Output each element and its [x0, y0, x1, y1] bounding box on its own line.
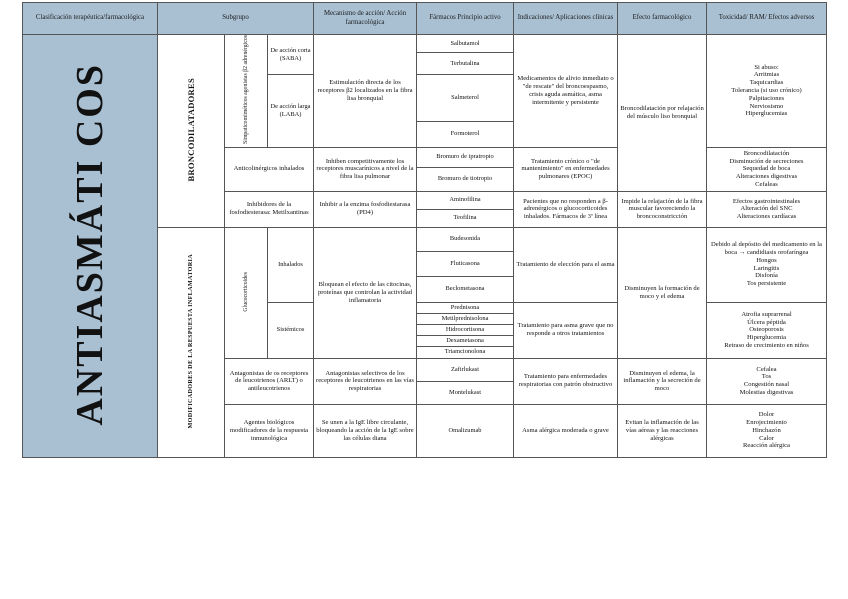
drug-budesonida: Budesonida: [417, 227, 514, 251]
header-row: [23, 3, 827, 35]
drug-teofilina: Teofilina: [417, 209, 514, 227]
classification-cell: [23, 35, 158, 458]
tox-line: Alteración del SNC: [740, 205, 793, 213]
agonists-indications: Medicamentos de alivio inmediato o "de rescate" del broncoespasmo, crisis aguda asmática, asma intermitente y persistente: [514, 35, 618, 148]
tox-line: Hiperglucemia: [746, 334, 787, 342]
tox-line: Atrofia suprarrenal: [741, 310, 792, 318]
bronco-effect: Broncodilatación por relajación del músculo liso bronquial: [618, 35, 707, 192]
saba-cell: De acción corta (SABA): [268, 35, 314, 75]
tox-line: Enrojecimiento: [746, 419, 787, 427]
arlt-mechanism: Antagonistas selectivos de los receptores de leucotrienos en las vías respiratorias: [314, 358, 417, 404]
antiasthmatics-table: [22, 2, 827, 458]
tox-line: Broncodilatación: [743, 149, 790, 157]
pde-mechanism: Inhibir a la enzima fosfodiestarasa (PD4): [314, 191, 417, 227]
tox-line: Cefalea: [756, 365, 777, 373]
drug-fluticasona: Fluticasona: [417, 251, 514, 276]
tox-line: Tolerancia (si uso crónico): [731, 86, 802, 94]
pde-effect: Impide la relajación de la fibra muscular favoreciendo la broncoconstricción: [618, 191, 707, 227]
tox-line: Si abuso:: [754, 63, 779, 71]
arlt-effect: Disminuyen el edema, la inflamación y la secreción de moco: [618, 358, 707, 404]
drug-salbutamol: Salbutamol: [417, 35, 514, 53]
tox-line: Alteraciones cardíacas: [736, 213, 797, 221]
table-row: [23, 35, 827, 53]
tox-line: Molestias digestivas: [739, 388, 794, 396]
tox-line: Cefaleas: [755, 180, 778, 188]
pde-subgroup: Inhibidores de la fosfodiesterasa: Metilxantinas: [225, 191, 314, 227]
classification-title: ANTIASMÁTI COS: [68, 63, 111, 426]
drug-dexametasona: Dexametasona: [417, 335, 514, 346]
bio-subgroup: Agentes biológicos modificadores de la respuesta inmunológica: [225, 404, 314, 457]
bio-effect: Evitan la inflamación de las vías aéreas y las reacciones alérgicas: [618, 404, 707, 457]
tox-line: Palpitaciones: [748, 94, 785, 102]
tox-line: Alteraciones digestivas: [735, 173, 798, 181]
systemic-cell: Sistémicos: [268, 302, 314, 358]
tox-line: Retraso de crecimiento en niños: [724, 341, 809, 349]
drug-aminofilina: Aminofilina: [417, 191, 514, 209]
drug-beclometasona: Beclometasona: [417, 276, 514, 302]
tox-line: Osteoporosis: [749, 326, 784, 334]
group-bronco-cell: [158, 35, 225, 228]
agonists-label: Simpaticomiméticos agonistas β2 adrenérgicos: [242, 35, 249, 144]
drug-montelukast: Montelukast: [417, 381, 514, 404]
agonists-toxicity: [707, 35, 827, 148]
tox-line: Sequedad de boca: [742, 165, 791, 173]
drug-zafirlukast: Zafirlukast: [417, 358, 514, 381]
arlt-toxicity: [707, 358, 827, 404]
tox-line: Calor: [759, 434, 774, 442]
antichol-indications: Tratamiento crónico o "de mantenimiento" en enfermedades pulmonares (EPOC): [514, 147, 618, 191]
antichol-subgroup: Anticolinérgicos inhalados: [225, 147, 314, 191]
arlt-indications: Tratamiento para enfermedades respiratorias con patrón obstructivo: [514, 358, 618, 404]
bio-toxicity: [707, 404, 827, 457]
drug-hidrocortisona: Hidrocortisona: [417, 324, 514, 335]
tox-line: Reacción alérgica: [743, 442, 790, 450]
tox-line: Taquicardias: [749, 79, 784, 87]
agonists-mechanism: Estimulación directa de los receptores β2 localizados en la fibra lisa bronquial: [314, 35, 417, 148]
agonists-cell: [225, 35, 268, 148]
tox-line: Dolor: [758, 411, 775, 419]
gluco-effect: Disminuyen la formación de moco y el edema: [618, 227, 707, 358]
tox-line: Úlcera péptida: [747, 318, 786, 326]
drug-formoterol: Formoterol: [417, 121, 514, 147]
header-indications: Indicaciones/ Aplicaciones clínicas: [514, 3, 618, 35]
pharmacology-table-sheet: [22, 2, 827, 458]
systemic-indications: Tratamiento para asma grave que no responde a otros tratamientos: [514, 302, 618, 358]
systemic-toxicity: [707, 302, 827, 358]
pde-indications: Pacientes que no responden a β-adrenérgicos o glucocorticoides inhalados. Fármacos de 3ª línea: [514, 191, 618, 227]
tox-line: Laringitis: [753, 264, 780, 272]
gluco-label: Glucocorticoides: [242, 271, 249, 312]
tox-line: Nerviosismo: [749, 102, 784, 110]
laba-cell: De acción larga (LABA): [268, 75, 314, 148]
bio-indications: Asma alérgica moderada o grave: [514, 404, 618, 457]
tox-line: Disminución de secreciones: [729, 157, 804, 165]
inhaled-toxicity: [707, 227, 827, 302]
group-modif-cell: [158, 227, 225, 457]
tox-line: Debido al depósito del medicamento en la boca → candidiasis orofaríngea: [711, 241, 822, 257]
gluco-cell: [225, 227, 268, 358]
drug-ipratropio: Bromuro de ipratropio: [417, 147, 514, 167]
group-modif-title: MODIFICADORES DE LA RESPUESTA INFLAMATORIA: [187, 253, 195, 429]
header-toxicity: Toxicidad/ RAM/ Efectos adversos: [707, 3, 827, 35]
tox-line: Hinchazón: [752, 426, 781, 434]
drug-omalizumab: Omalizumab: [417, 404, 514, 457]
header-mechanism: Mecanismo de acción/ Acción farmacológica: [314, 3, 417, 35]
tox-line: Efectos gastrointestinales: [732, 197, 801, 205]
tox-line: Hongos: [756, 256, 777, 264]
inhaled-indications: Tratamiento de elección para el asma: [514, 227, 618, 302]
antichol-mechanism: Inhiben competitivamente los receptores muscarínicos a nivel de la fibra lisa pulmonar: [314, 147, 417, 191]
tox-line: Arritmias: [753, 71, 780, 79]
arlt-subgroup: Antagonistas de os receptores de leucotrienos (ARLT) o antileucotrienos: [225, 358, 314, 404]
tox-line: Congestión nasal: [743, 381, 790, 389]
header-subgroup: Subgrupo: [158, 3, 314, 35]
drug-metilprednisolona: Metilprednisolona: [417, 313, 514, 324]
tox-line: Tos persistente: [746, 280, 787, 288]
group-bronco-title: BRONCODILATADORES: [185, 77, 196, 182]
tox-line: Hiperglucemias: [745, 110, 788, 118]
bio-mechanism: Se unen a la IgE libre circulante, bloqueando la acción de la IgE sobre las células diana: [314, 404, 417, 457]
gluco-mechanism: Bloquean el efecto de las citocinas, proteínas que controlan la actividad inflamatoria: [314, 227, 417, 358]
drug-tiotropio: Bromuro de tiotropio: [417, 167, 514, 191]
drug-triamcionolona: Triamcionolona: [417, 346, 514, 358]
drug-prednisona: Prednisona: [417, 302, 514, 313]
header-classification: Clasificación terapéutica/farmacológica: [23, 3, 158, 35]
tox-line: Disfonía: [755, 272, 778, 280]
antichol-toxicity: [707, 147, 827, 191]
pde-toxicity: [707, 191, 827, 227]
header-drugs: Fármacos Principio activo: [417, 3, 514, 35]
drug-salmeterol: Salmeterol: [417, 75, 514, 122]
header-effect: Efecto farmacológico: [618, 3, 707, 35]
drug-terbutalina: Terbutalina: [417, 53, 514, 75]
inhaled-cell: Inhalados: [268, 227, 314, 302]
tox-line: Tos: [761, 373, 772, 381]
